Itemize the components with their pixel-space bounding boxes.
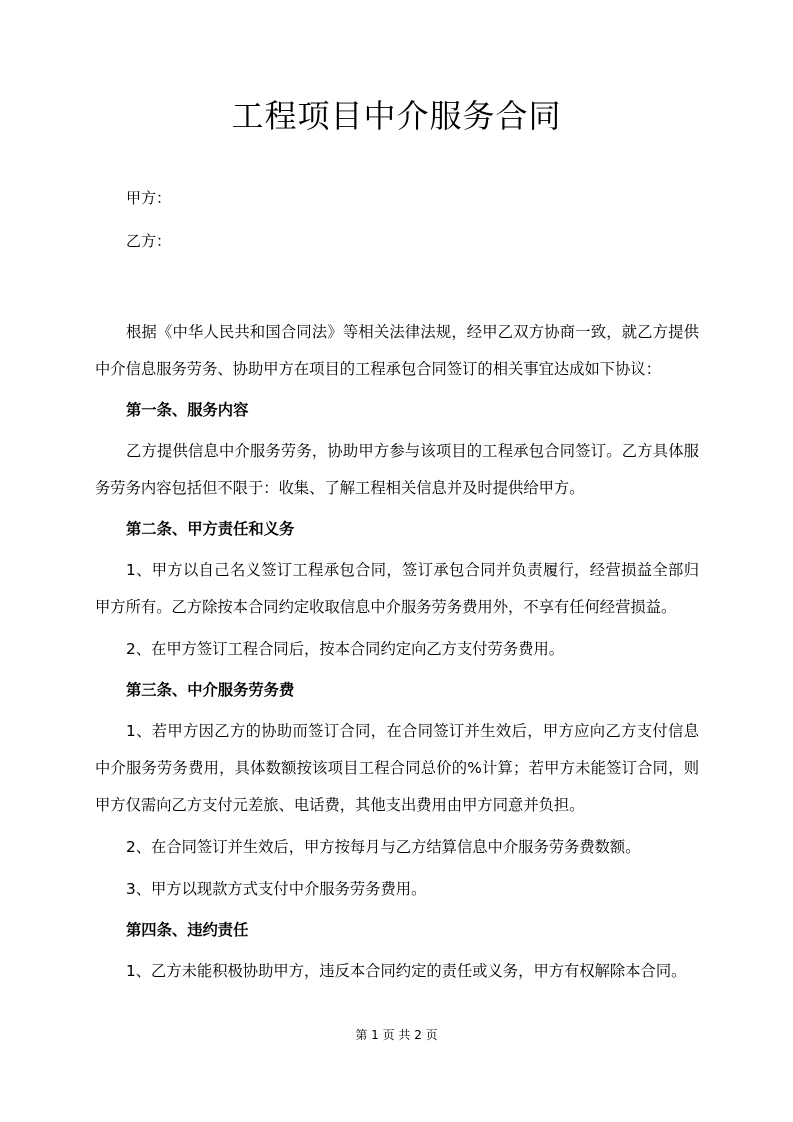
contract-body — [95, 314, 699, 990]
party-b-label: 乙方： — [126, 232, 172, 250]
article3-heading: 第三条、中介服务劳务费 — [126, 681, 295, 699]
article3-paragraph-2: 2、在合同签订并生效后，甲方按每月与乙方结算信息中介服务劳务费数额。 — [126, 838, 641, 856]
article4-heading: 第四条、违约责任 — [126, 921, 249, 939]
article3-paragraph-1: 1、若甲方因乙方的协助而签订合同，在合同签订并生效后，甲方应向乙方支付信息中介服务劳务费用，具体数额按该项目工程合同总价的%计算；若甲方未能签订合同，则甲方仅需向乙方支付元差旅、电话费，其他支出费用由甲方同意并负担。 — [95, 722, 699, 814]
article3-paragraph-3: 3、甲方以现款方式支付中介服务劳务费用。 — [126, 880, 427, 898]
article2-paragraph-1: 1、甲方以自己名义签订工程承包合同，签订承包合同并负责履行，经营损益全部归甲方所有。乙方除按本合同约定收取信息中介服务劳务费用外，不享有任何经营损益。 — [95, 561, 699, 616]
article2-heading: 第二条、甲方责任和义务 — [126, 520, 295, 538]
article4-paragraph-1: 1、乙方未能积极协助甲方，违反本合同约定的责任或义务，甲方有权解除本合同。 — [126, 962, 687, 980]
intro-paragraph: 根据《中华人民共和国合同法》等相关法律法规，经甲乙双方协商一致，就乙方提供中介信息服务劳务、协助甲方在项目的工程承包合同签订的相关事宜达成如下协议： — [95, 323, 699, 378]
party-a-label: 甲方： — [126, 189, 172, 207]
article2-paragraph-2: 2、在甲方签订工程合同后，按本合同约定向乙方支付劳务费用。 — [126, 640, 565, 658]
article1-heading: 第一条、服务内容 — [126, 401, 249, 419]
article1-paragraph-1: 乙方提供信息中介服务劳务，协助甲方参与该项目的工程承包合同签订。乙方具体服务劳务内容包括但不限于：收集、了解工程相关信息并及时提供给甲方。 — [95, 442, 699, 497]
document-title: 工程项目中介服务合同 — [231, 97, 562, 135]
page-number-footer: 第 1 页 共 2 页 — [355, 1028, 438, 1042]
